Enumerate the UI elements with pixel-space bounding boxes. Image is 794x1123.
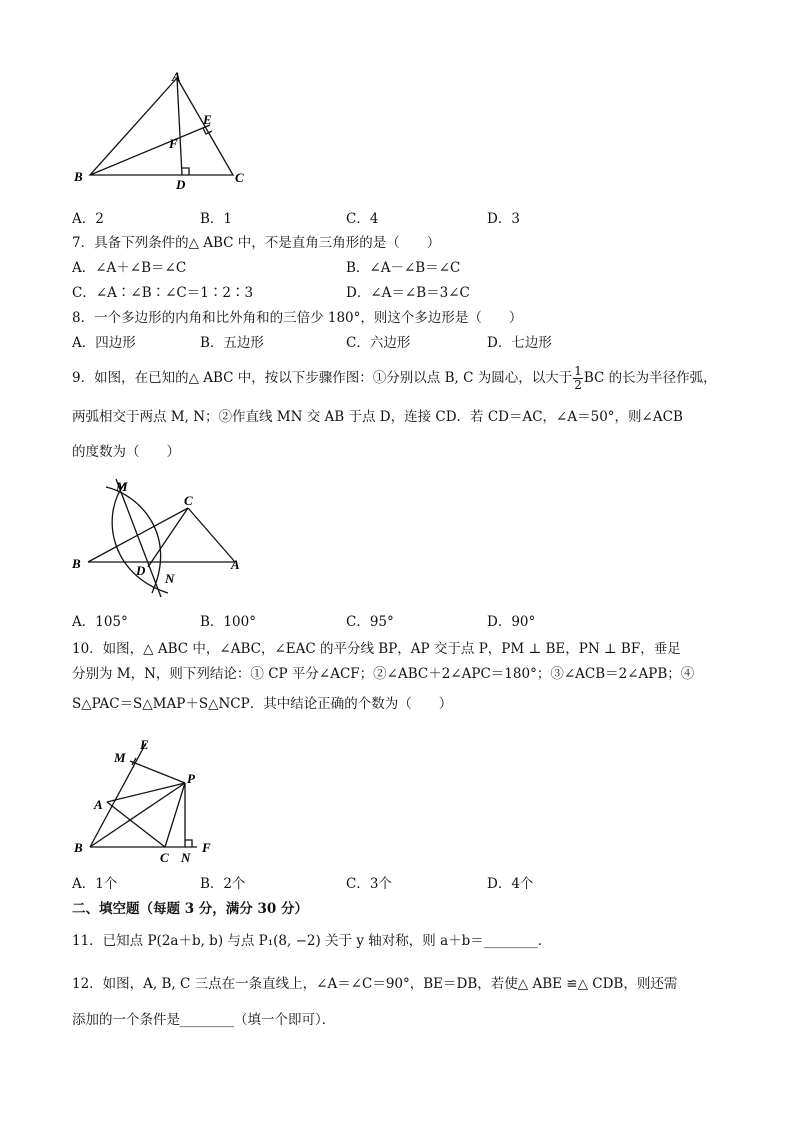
section-2-title: 二、填空题（每题 3 分，满分 30 分） <box>72 901 308 917</box>
q10-option-b[interactable]: B．2个 <box>200 876 246 892</box>
q11-text: 11．已知点 P(2a＋b, b) 与点 P₁(8, −2) 关于 y 轴对称，则 a＋b＝________． <box>72 933 552 949</box>
label-C: C <box>184 493 193 508</box>
q10-option-d[interactable]: D．4个 <box>487 876 534 892</box>
label-B: B <box>74 840 83 855</box>
q9-option-b[interactable]: B．100° <box>200 614 256 630</box>
q10-stem-line3: S△PAC＝S△MAP＋S△NCP．其中结论正确的个数为（ ） <box>72 696 453 712</box>
q12-line2: 添加的一个条件是________（填一个即可）． <box>72 1012 336 1028</box>
label-E: E <box>203 112 212 127</box>
q9-fraction <box>573 365 583 392</box>
q10-stem-line1: 10．如图，△ ABC 中，∠ABC，∠EAC 的平分线 BP，AP 交于点 P，PM ⊥ BE，PN ⊥ BF，垂足 <box>72 641 681 657</box>
q9-stem-part2: BC 的长为半径作弧， <box>583 370 717 386</box>
q9-option-c[interactable]: C．95° <box>346 614 394 630</box>
figure-triangle-altitudes <box>70 68 260 193</box>
q9-frac-num: 1 <box>574 364 582 378</box>
q8-option-b[interactable]: B．五边形 <box>200 335 264 351</box>
q6-option-b[interactable]: B．1 <box>200 211 233 227</box>
label-M: M <box>116 479 128 494</box>
q10-stem-line2: 分别为 M，N，则下列结论：① CP 平分∠ACF；②∠ABC＋2∠APC＝180°；③∠ACB＝2∠APB；④ <box>72 666 695 682</box>
q8-option-c[interactable]: C．六边形 <box>346 335 411 351</box>
q7-option-d[interactable]: D．∠A＝∠B＝3∠C <box>346 285 470 301</box>
q9-stem-line3: 的度数为（ ） <box>72 444 180 460</box>
label-N: N <box>165 571 175 586</box>
label-E: E <box>140 737 149 752</box>
q8-option-d[interactable]: D．七边形 <box>487 335 552 351</box>
q10-option-c[interactable]: C．3个 <box>346 876 392 892</box>
label-F: F <box>169 136 178 151</box>
label-B: B <box>74 169 83 184</box>
figure-q10-bisectors <box>70 735 230 865</box>
label-C: C <box>235 170 244 185</box>
label-N: N <box>181 850 191 865</box>
label-M: M <box>114 750 126 765</box>
label-P: P <box>187 771 195 786</box>
label-A: A <box>94 797 103 812</box>
q8-option-a[interactable]: A．四边形 <box>72 335 136 351</box>
q9-stem-part1: 9．如图，在已知的△ ABC 中，按以下步骤作图：①分别以点 B, C 为圆心，以大于 <box>72 370 573 386</box>
label-F: F <box>202 840 211 855</box>
q10-option-a[interactable]: A．1个 <box>72 876 118 892</box>
q6-option-a[interactable]: A．2 <box>72 211 104 227</box>
q9-option-d[interactable]: D．90° <box>487 614 536 630</box>
label-C: C <box>160 850 169 865</box>
q8-stem: 8．一个多边形的内角和比外角和的三倍少 180°，则这个多边形是（ ） <box>72 310 523 326</box>
q6-option-c[interactable]: C．4 <box>346 211 379 227</box>
label-D: D <box>176 177 186 192</box>
label-B: B <box>72 556 81 571</box>
q9-stem-line1 <box>72 365 717 392</box>
label-A: A <box>231 557 240 572</box>
q6-option-d[interactable]: D．3 <box>487 211 520 227</box>
q9-stem-line2: 两弧相交于两点 M, N；②作直线 MN 交 AB 于点 D，连接 CD．若 CD＝AC，∠A＝50°，则∠ACB <box>72 409 683 425</box>
figure-q9-construction <box>70 475 250 605</box>
label-D: D <box>136 563 146 578</box>
q7-option-a[interactable]: A．∠A＋∠B＝∠C <box>72 260 187 276</box>
q9-frac-den: 2 <box>574 378 582 392</box>
q7-option-b[interactable]: B．∠A－∠B＝∠C <box>346 260 461 276</box>
q9-option-a[interactable]: A．105° <box>72 614 128 630</box>
q7-stem: 7．具备下列条件的△ ABC 中，不是直角三角形的是（ ） <box>72 235 441 251</box>
label-A: A <box>172 69 181 84</box>
q7-option-c[interactable]: C．∠A∶∠B∶∠C＝1∶2∶3 <box>72 285 254 301</box>
q12-line1: 12．如图，A, B, C 三点在一条直线上，∠A＝∠C＝90°，BE＝DB，若使△ ABE ≌△ CDB，则还需 <box>72 976 678 992</box>
